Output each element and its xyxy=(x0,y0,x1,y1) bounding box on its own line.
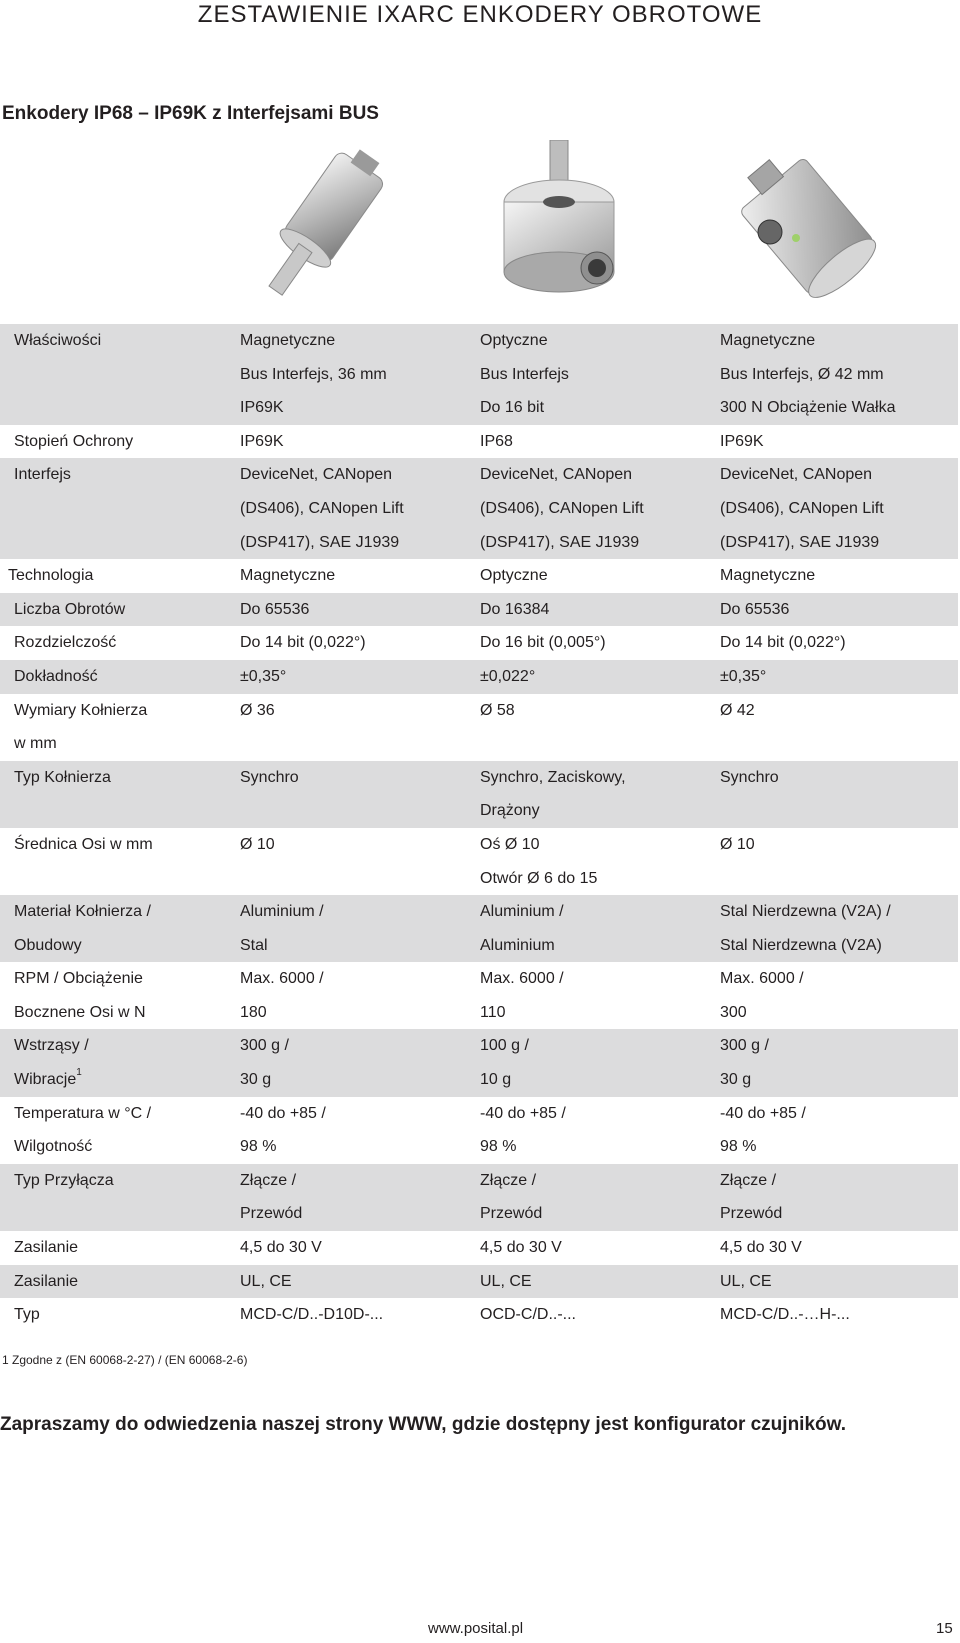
spec-row xyxy=(0,761,958,828)
spec-value-line: 300 xyxy=(720,1003,747,1021)
spec-row xyxy=(0,626,958,660)
spec-label xyxy=(0,1265,240,1299)
spec-value xyxy=(720,895,958,962)
spec-label-line: Temperatura w °C / xyxy=(14,1104,152,1122)
spec-label-line: Typ Przyłącza xyxy=(14,1171,114,1189)
spec-label-line xyxy=(14,1063,240,1097)
spec-value-line: 98 % xyxy=(720,1138,757,1156)
spec-value xyxy=(480,761,720,828)
spec-value-line: (DS406), CANopen Lift xyxy=(480,499,644,517)
spec-label xyxy=(0,324,240,425)
spec-row xyxy=(0,660,958,694)
spec-value xyxy=(480,458,720,559)
spec-label-line: Stopień Ochrony xyxy=(14,432,134,450)
spec-label xyxy=(0,458,240,559)
spec-value xyxy=(720,593,958,627)
spec-row xyxy=(0,458,958,559)
spec-value-line: UL, CE xyxy=(480,1272,532,1290)
spec-row xyxy=(0,1097,958,1164)
spec-value xyxy=(480,1164,720,1231)
spec-value xyxy=(480,1265,720,1299)
spec-value-line: Optyczne xyxy=(480,567,548,585)
spec-label-line: Zasilanie xyxy=(14,1272,79,1290)
spec-value-line: Magnetyczne xyxy=(720,567,816,585)
spec-value-line: Synchro xyxy=(720,768,779,786)
spec-value xyxy=(720,694,958,761)
spec-value xyxy=(720,1265,958,1299)
spec-row xyxy=(0,895,958,962)
spec-value-line: Synchro xyxy=(240,768,299,786)
spec-value-line: Max. 6000 / xyxy=(720,970,804,988)
spec-value-line: MCD-C/D..-D10D-... xyxy=(240,1306,384,1324)
spec-value xyxy=(240,761,480,828)
spec-value-line: MCD-C/D..-…H-... xyxy=(720,1306,850,1324)
spec-value-line: -40 do +85 / xyxy=(720,1104,806,1122)
spec-value-line: Ø 42 xyxy=(720,701,755,719)
spec-value-line: Aluminium xyxy=(480,936,555,954)
spec-value-line: Do 65536 xyxy=(240,600,310,618)
spec-value xyxy=(240,626,480,660)
spec-value-line: ±0,35° xyxy=(240,667,287,685)
spec-value-line: Aluminium / xyxy=(480,903,564,921)
spec-value xyxy=(240,1097,480,1164)
spec-value xyxy=(720,962,958,1029)
spec-value-line: 4,5 do 30 V xyxy=(240,1239,322,1257)
spec-value xyxy=(480,324,720,425)
spec-value-line: Złącze / xyxy=(480,1171,537,1189)
spec-label-line: Zasilanie xyxy=(14,1239,79,1257)
spec-value xyxy=(240,694,480,761)
spec-value-line: 98 % xyxy=(480,1138,517,1156)
spec-row xyxy=(0,694,958,761)
spec-value xyxy=(480,828,720,895)
spec-value-line: 98 % xyxy=(240,1138,277,1156)
spec-value xyxy=(720,626,958,660)
spec-value-line: Synchro, Zaciskowy, xyxy=(480,768,626,786)
spec-value-line: Ø 10 xyxy=(720,835,755,853)
spec-row xyxy=(0,1029,958,1096)
spec-value xyxy=(240,425,480,459)
encoder-36mm-image xyxy=(228,140,408,320)
spec-label-line: w mm xyxy=(14,735,57,753)
spec-label xyxy=(0,425,240,459)
spec-value xyxy=(240,1231,480,1265)
spec-row xyxy=(0,1265,958,1299)
spec-value xyxy=(720,1164,958,1231)
spec-label-line: Obudowy xyxy=(14,936,82,954)
spec-label-line: Średnica Osi w mm xyxy=(14,835,153,853)
spec-value xyxy=(240,458,480,559)
website-invitation: Zapraszamy do odwiedzenia naszej strony WWW, gdzie dostępny jest konfigurator czujników. xyxy=(0,1414,846,1435)
spec-value-line: Do 16 bit (0,005°) xyxy=(480,634,606,652)
spec-value-line: 180 xyxy=(240,1003,267,1021)
spec-label-line: Typ Kołnierza xyxy=(14,768,111,786)
spec-table-body xyxy=(0,324,958,1332)
spec-value xyxy=(720,458,958,559)
spec-value-line: ±0,35° xyxy=(720,667,767,685)
footnote-marker: 1 xyxy=(76,1067,82,1079)
spec-label xyxy=(0,895,240,962)
spec-value-line: Przewód xyxy=(720,1205,783,1223)
spec-value xyxy=(480,660,720,694)
spec-value-line: Stal xyxy=(240,936,268,954)
spec-label-text: Wibracje xyxy=(14,1071,77,1089)
spec-value xyxy=(480,626,720,660)
spec-value-line: Max. 6000 / xyxy=(240,970,324,988)
spec-value xyxy=(720,828,958,895)
spec-row xyxy=(0,559,958,593)
spec-value-line: (DSP417), SAE J1939 xyxy=(480,533,640,551)
spec-row xyxy=(0,593,958,627)
spec-value xyxy=(480,1231,720,1265)
spec-value-line: Do 16384 xyxy=(480,600,550,618)
spec-value-line: UL, CE xyxy=(720,1272,772,1290)
spec-label xyxy=(0,1298,240,1332)
spec-value-line: IP69K xyxy=(240,399,284,417)
spec-value-line: 4,5 do 30 V xyxy=(720,1239,802,1257)
spec-value-line: Złącze / xyxy=(240,1171,297,1189)
spec-value-line: 300 g / xyxy=(240,1037,289,1055)
spec-value-line: Przewód xyxy=(480,1205,543,1223)
spec-value-line: 10 g xyxy=(480,1071,512,1089)
spec-value-line: DeviceNet, CANopen xyxy=(240,466,393,484)
footer-url[interactable]: www.posital.pl xyxy=(428,1620,524,1637)
spec-value xyxy=(720,1029,958,1096)
spec-value-line: (DSP417), SAE J1939 xyxy=(240,533,400,551)
spec-value-line: 100 g / xyxy=(480,1037,529,1055)
spec-label-line: Wstrząsy / xyxy=(14,1037,89,1055)
spec-value-line: Bus Interfejs, Ø 42 mm xyxy=(720,365,884,383)
spec-value-line: -40 do +85 / xyxy=(240,1104,326,1122)
spec-label-line: Materiał Kołnierza / xyxy=(14,903,151,921)
spec-value-line: Magnetyczne xyxy=(240,567,336,585)
spec-label xyxy=(0,626,240,660)
spec-value-line: DeviceNet, CANopen xyxy=(720,466,873,484)
spec-value-line: (DSP417), SAE J1939 xyxy=(720,533,880,551)
spec-value-line: Złącze / xyxy=(720,1171,777,1189)
spec-value xyxy=(240,828,480,895)
spec-table xyxy=(0,324,958,1332)
spec-label-line: Właściwości xyxy=(14,332,102,349)
spec-value-line: Przewód xyxy=(240,1205,303,1223)
spec-value xyxy=(720,1097,958,1164)
spec-label xyxy=(0,1231,240,1265)
spec-value xyxy=(720,660,958,694)
spec-value-line: 300 g / xyxy=(720,1037,769,1055)
spec-value-line: Aluminium / xyxy=(240,903,324,921)
spec-value xyxy=(480,1097,720,1164)
spec-value xyxy=(480,895,720,962)
spec-value-line: 110 xyxy=(480,1003,506,1021)
spec-value xyxy=(240,660,480,694)
spec-value-line: OCD-C/D..-... xyxy=(480,1306,576,1324)
spec-label xyxy=(0,660,240,694)
spec-value-line: IP69K xyxy=(240,432,284,450)
spec-value xyxy=(480,1298,720,1332)
spec-value xyxy=(720,1298,958,1332)
spec-row xyxy=(0,962,958,1029)
spec-value-line: (DS406), CANopen Lift xyxy=(240,499,404,517)
spec-value-line: DeviceNet, CANopen xyxy=(480,466,633,484)
spec-value-line: Do 65536 xyxy=(720,600,790,618)
spec-value-line: Ø 36 xyxy=(240,701,275,719)
spec-value-line: (DS406), CANopen Lift xyxy=(720,499,884,517)
spec-value xyxy=(240,559,480,593)
encoder-42mm-image xyxy=(720,140,900,320)
spec-label-line: Bocznene Osi w N xyxy=(14,1003,146,1021)
spec-value xyxy=(720,324,958,425)
spec-row xyxy=(0,324,958,425)
spec-label xyxy=(0,828,240,895)
spec-value xyxy=(480,425,720,459)
section-title: Enkodery IP68 – IP69K z Interfejsami BUS xyxy=(2,103,379,124)
spec-label xyxy=(0,1164,240,1231)
spec-row xyxy=(0,828,958,895)
spec-label-line: RPM / Obciążenie xyxy=(14,970,143,988)
spec-value-line: 300 N Obciążenie Wałka xyxy=(720,399,896,417)
encoder-58mm-image xyxy=(492,140,642,320)
spec-label-line: Dokładność xyxy=(14,667,98,685)
spec-row xyxy=(0,425,958,459)
spec-value xyxy=(720,559,958,593)
spec-label xyxy=(0,593,240,627)
spec-row xyxy=(0,1231,958,1265)
spec-label-line: Rozdzielczość xyxy=(14,634,117,652)
page-title: ZESTAWIENIE IXARC ENKODERY OBROTOWE xyxy=(197,1,763,28)
spec-value-line: Bus Interfejs xyxy=(480,365,569,383)
spec-label-line: Typ xyxy=(14,1306,40,1324)
spec-value xyxy=(480,962,720,1029)
spec-value xyxy=(240,1298,480,1332)
spec-value-line: Max. 6000 / xyxy=(480,970,564,988)
spec-value-line: 4,5 do 30 V xyxy=(480,1239,562,1257)
spec-value xyxy=(480,593,720,627)
spec-value xyxy=(240,324,480,425)
spec-value-line: Ø 10 xyxy=(240,835,275,853)
spec-value-line: IP68 xyxy=(480,432,513,450)
spec-value-line: IP69K xyxy=(720,432,764,450)
spec-label xyxy=(0,1029,240,1096)
spec-value xyxy=(480,694,720,761)
spec-value-line: Stal Nierdzewna (V2A) xyxy=(720,936,882,954)
spec-value-line: Bus Interfejs, 36 mm xyxy=(240,365,387,383)
spec-value-line: ±0,022° xyxy=(480,667,536,685)
spec-value xyxy=(720,1231,958,1265)
spec-value-line: Oś Ø 10 xyxy=(480,835,540,853)
spec-value xyxy=(240,1265,480,1299)
spec-value-line: UL, CE xyxy=(240,1272,292,1290)
spec-value-line: Otwór Ø 6 do 15 xyxy=(480,869,598,887)
spec-value xyxy=(480,559,720,593)
spec-row xyxy=(0,1298,958,1332)
spec-label-line: Technologia xyxy=(8,567,94,585)
spec-label-line: Interfejs xyxy=(14,466,71,484)
footnote: 1 Zgodne z (EN 60068-2-27) / (EN 60068-2-6) xyxy=(2,1353,248,1367)
spec-label-line: Liczba Obrotów xyxy=(14,600,126,618)
spec-value xyxy=(240,895,480,962)
spec-value-line: Ø 58 xyxy=(480,701,515,719)
spec-label xyxy=(0,962,240,1029)
spec-label xyxy=(0,761,240,828)
spec-value xyxy=(240,1164,480,1231)
spec-value-line: -40 do +85 / xyxy=(480,1104,566,1122)
spec-value xyxy=(480,1029,720,1096)
spec-value xyxy=(240,962,480,1029)
spec-label-line: Wymiary Kołnierza xyxy=(14,701,148,719)
product-images xyxy=(0,140,960,320)
spec-value-line: Do 16 bit xyxy=(480,399,545,417)
spec-value-line: Do 14 bit (0,022°) xyxy=(240,634,366,652)
spec-label xyxy=(0,559,240,593)
spec-value xyxy=(240,593,480,627)
spec-value-line: Stal Nierdzewna (V2A) / xyxy=(720,903,891,921)
spec-value-line: Do 14 bit (0,022°) xyxy=(720,634,846,652)
spec-value-line: 30 g xyxy=(240,1071,272,1089)
spec-label xyxy=(0,694,240,761)
spec-value-line: 30 g xyxy=(720,1071,752,1089)
spec-label-line: Wilgotność xyxy=(14,1138,93,1156)
spec-label xyxy=(0,1097,240,1164)
spec-value-line: Drążony xyxy=(480,802,540,820)
spec-value xyxy=(720,761,958,828)
spec-value-line: Optyczne xyxy=(480,332,548,349)
spec-value-line: Magnetyczne xyxy=(240,332,336,349)
page-number: 15 xyxy=(936,1620,953,1637)
spec-value xyxy=(720,425,958,459)
spec-value-line: Magnetyczne xyxy=(720,332,816,349)
spec-value xyxy=(240,1029,480,1096)
spec-row xyxy=(0,1164,958,1231)
